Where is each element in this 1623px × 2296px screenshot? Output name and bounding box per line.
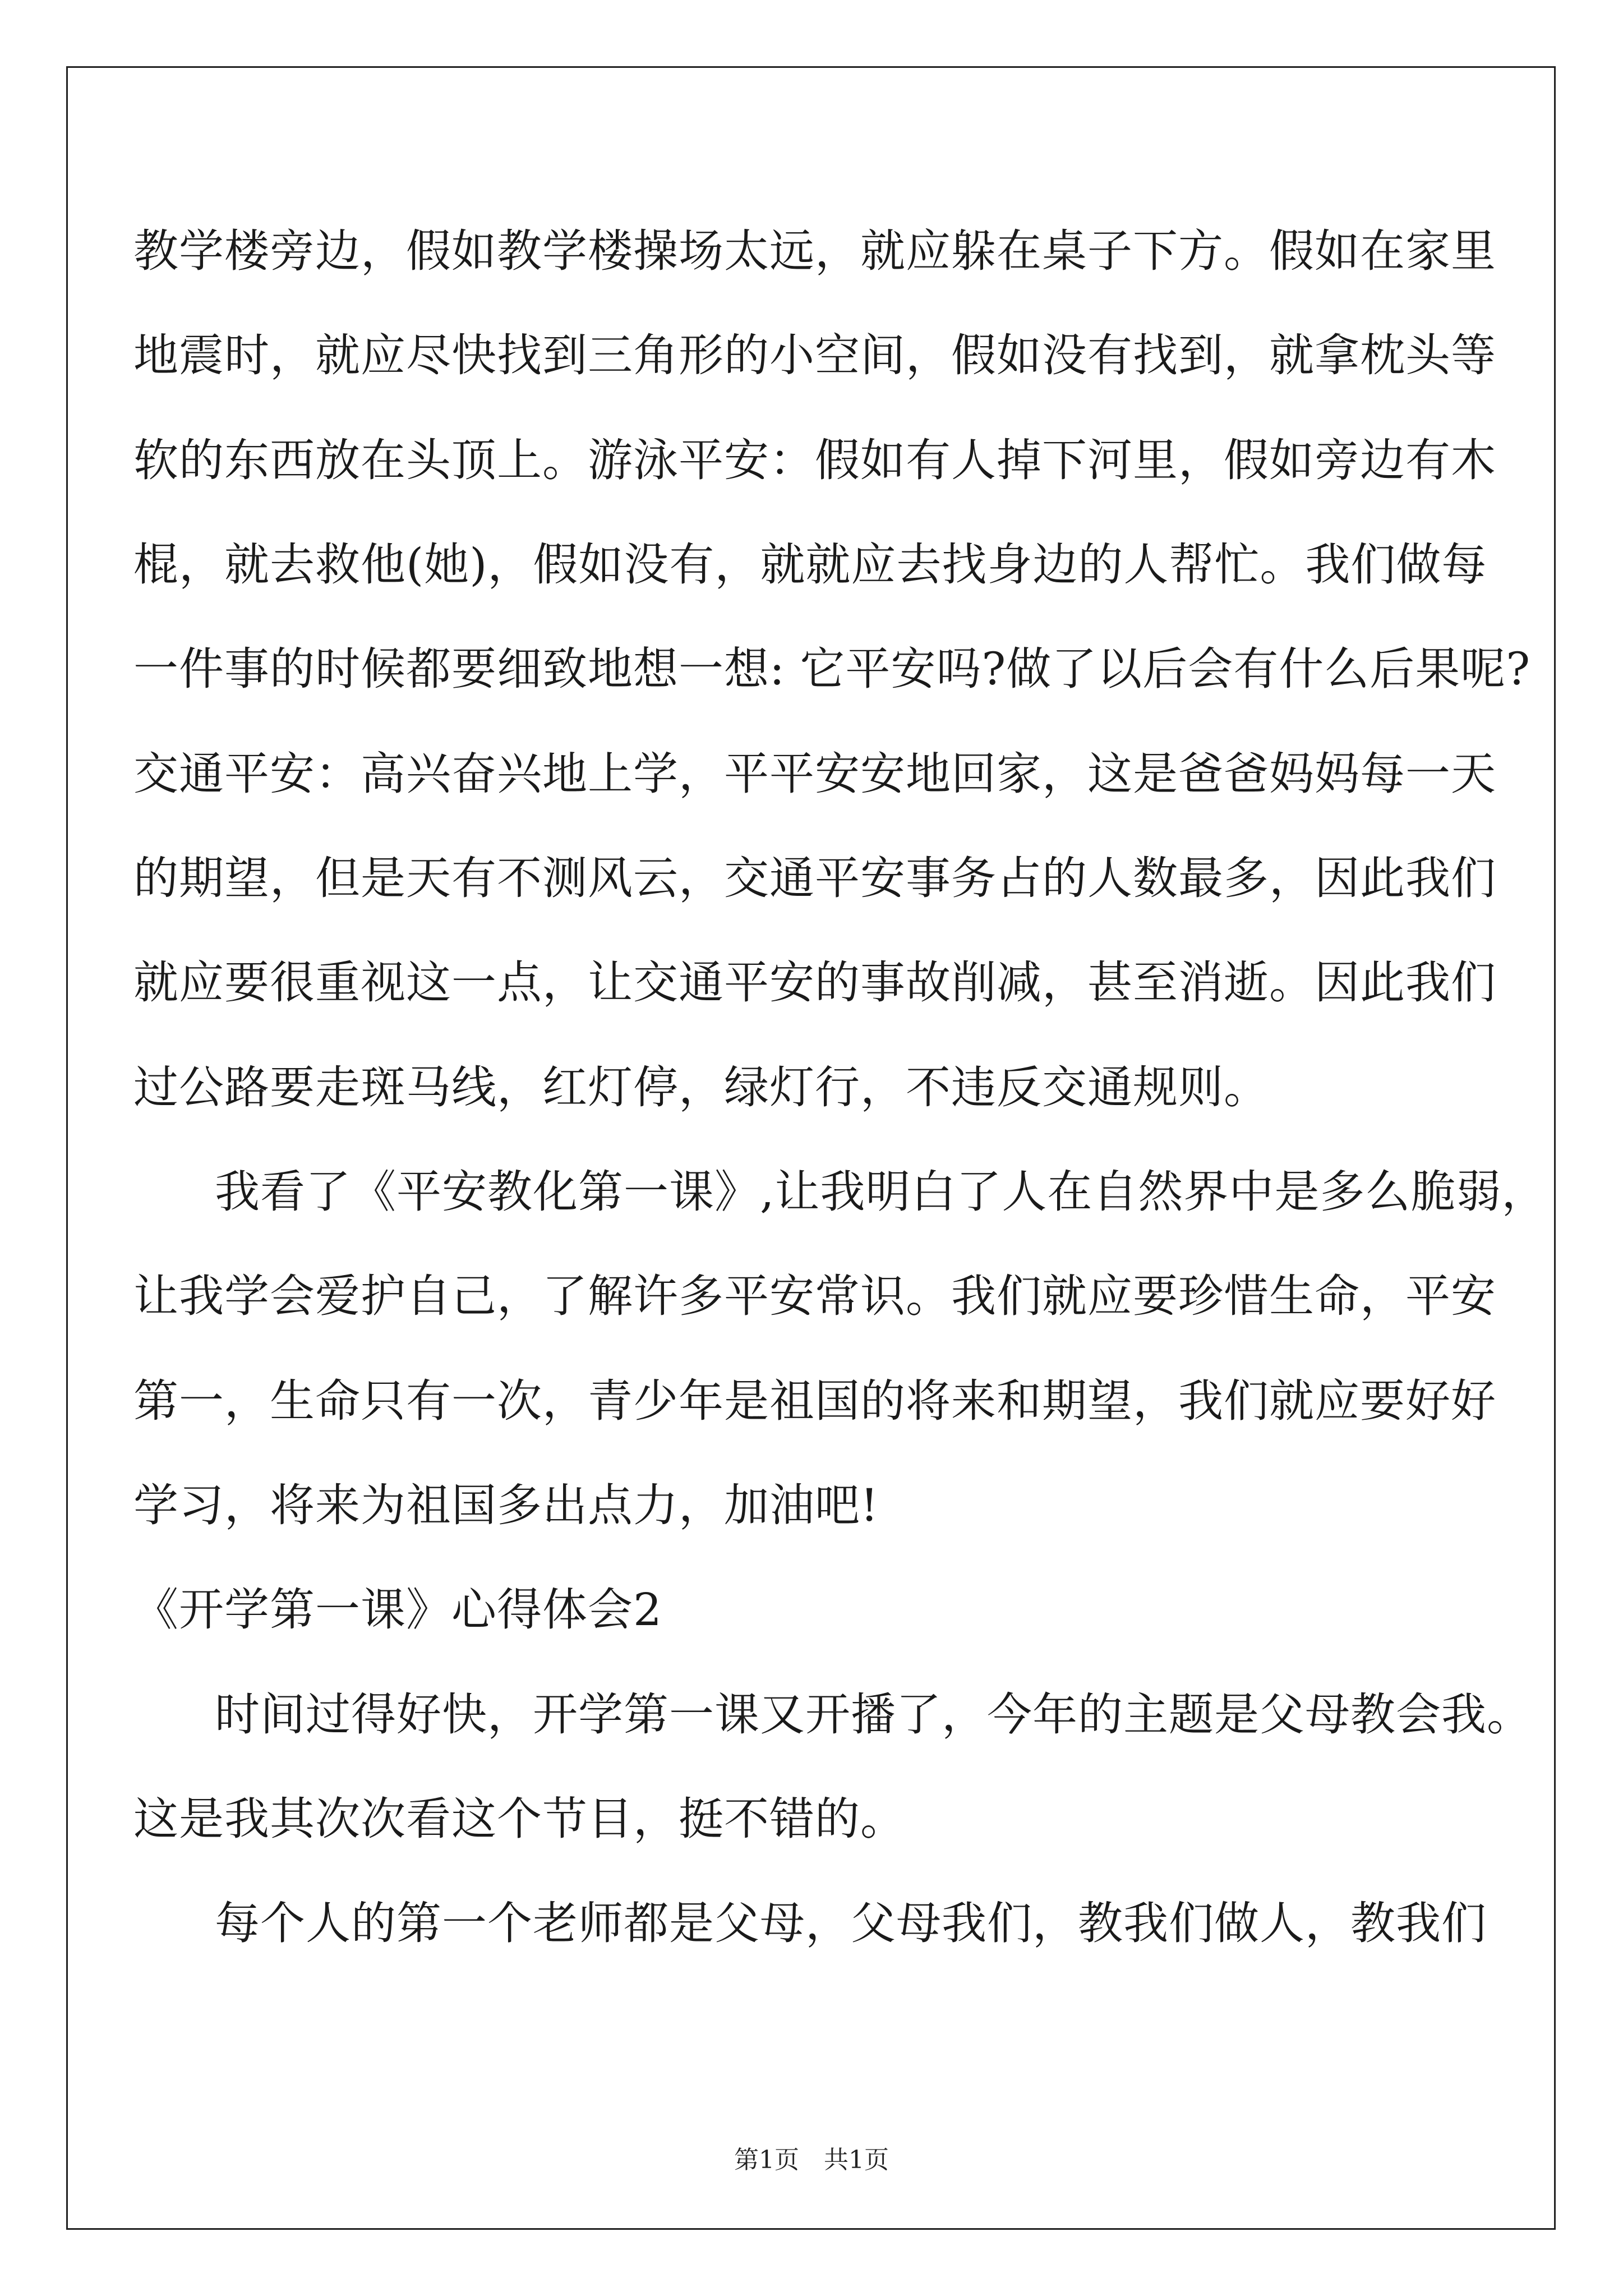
text-line: 地震时，就应尽快找到三角形的小空间，假如没有找到，就拿枕头等 xyxy=(133,329,1496,381)
text-line: 学习，将来为祖国多出点力，加油吧! xyxy=(133,1479,879,1531)
text-line: 第一，生命只有一次，青少年是祖国的将来和期望，我们就应要好好 xyxy=(133,1375,1496,1427)
text-line: 我看了《平安教化第一课》,让我明白了人在自然界中是多么脆弱， xyxy=(215,1166,1547,1218)
text-line: 就应要很重视这一点，让交通平安的事故削减，甚至消逝。因此我们 xyxy=(133,956,1496,1009)
text-line: 的期望，但是天有不测风云，交通平安事务占的人数最多，因此我们 xyxy=(133,852,1496,904)
text-line: 时间过得好快，开学第一课又开播了，今年的主题是父母教会我。 xyxy=(215,1688,1532,1741)
text-line: 交通平安：高兴奋兴地上学，平平安安地回家，这是爸爸妈妈每一天 xyxy=(133,748,1496,800)
text-line: 教学楼旁边，假如教学楼操场太远，就应躲在桌子下方。假如在家里 xyxy=(133,225,1496,277)
text-line: 这是我其次次看这个节目，挺不错的。 xyxy=(133,1793,906,1845)
text-line: 让我学会爱护自己，了解许多平安常识。我们就应要珍惜生命，平安 xyxy=(133,1270,1496,1322)
page-footer: 第1页 共1页 xyxy=(734,2146,889,2174)
text-line: 一件事的时候都要细致地想一想: 它平安吗?做了以后会有什么后果呢? xyxy=(133,643,1531,695)
text-line: 过公路要走斑马线，红灯停，绿灯行，不违反交通规则。 xyxy=(133,1061,1269,1114)
section-heading: 《开学第一课》心得体会2 xyxy=(133,1584,662,1636)
text-line: 软的东西放在头顶上。游泳平安：假如有人掉下河里，假如旁边有木 xyxy=(133,434,1496,486)
text-line: 棍，就去救他(她)，假如没有，就就应去找身边的人帮忙。我们做每 xyxy=(133,539,1487,591)
text-line: 每个人的第一个老师都是父母，父母我们，教我们做人，教我们 xyxy=(215,1897,1487,1949)
